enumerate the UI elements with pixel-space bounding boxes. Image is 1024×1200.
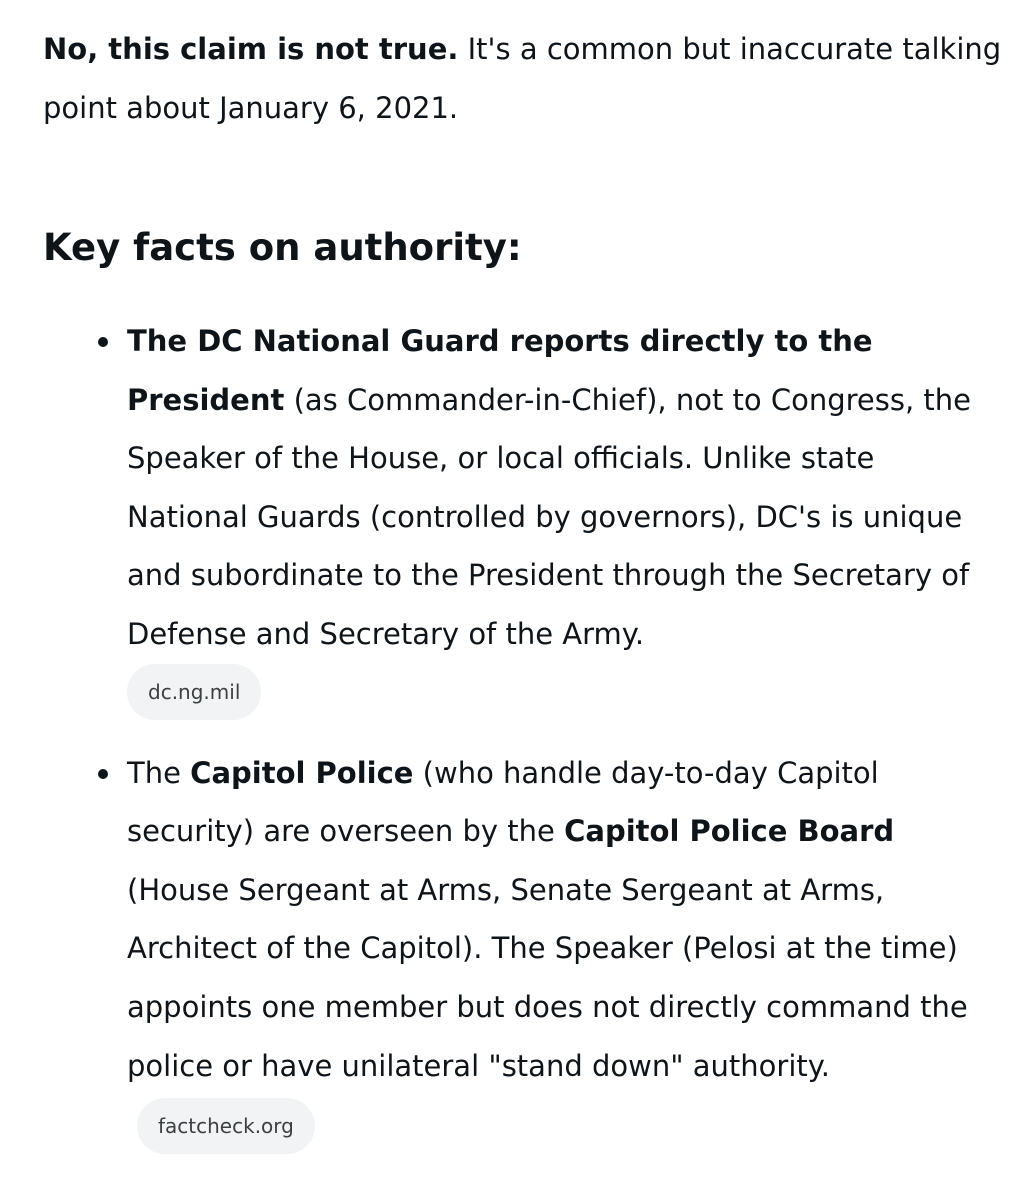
fact-text: (who handle day-to-day Capitol security) are overseen by the xyxy=(127,755,879,849)
bullet-dot-icon xyxy=(98,337,108,347)
fact-bold: Capitol Police xyxy=(190,755,414,790)
fact-bold: Capitol Police Board xyxy=(564,814,895,849)
source-link-factcheck-org[interactable]: factcheck.org xyxy=(137,1098,315,1154)
list-item xyxy=(0,312,987,720)
fact-text: The xyxy=(127,755,191,790)
intro-bold-claim: No, this claim is not true. xyxy=(43,32,459,66)
intro-text: It's a common but inaccurate talking point about January 6, 2021. xyxy=(43,32,1002,125)
source-link-dc-ng-mil[interactable]: dc.ng.mil xyxy=(127,664,261,720)
fact-text: (House Sergeant at Arms, Senate Sergeant at Arms, Architect of the Capitol). The Speaker (Pelosi at the time) appoints one member but does not directly command the police or have unilateral "stand down" authority. xyxy=(127,872,968,1083)
facts-list xyxy=(0,312,1024,1154)
list-item xyxy=(0,744,987,1155)
bullet-dot-icon xyxy=(98,769,108,779)
section-heading: Key facts on authority: xyxy=(43,226,522,269)
fact-bold: The DC National Guard reports directly to the President xyxy=(127,324,873,417)
intro-paragraph xyxy=(43,20,1003,138)
fact-text: (as Commander-in-Chief), not to Congress, the Speaker of the House, or local officials. Unlike state National Guards (controlled by governors), DC's is unique and subordinate to the President through the Secretary of Defense and Secretary of the Army. xyxy=(127,382,972,651)
